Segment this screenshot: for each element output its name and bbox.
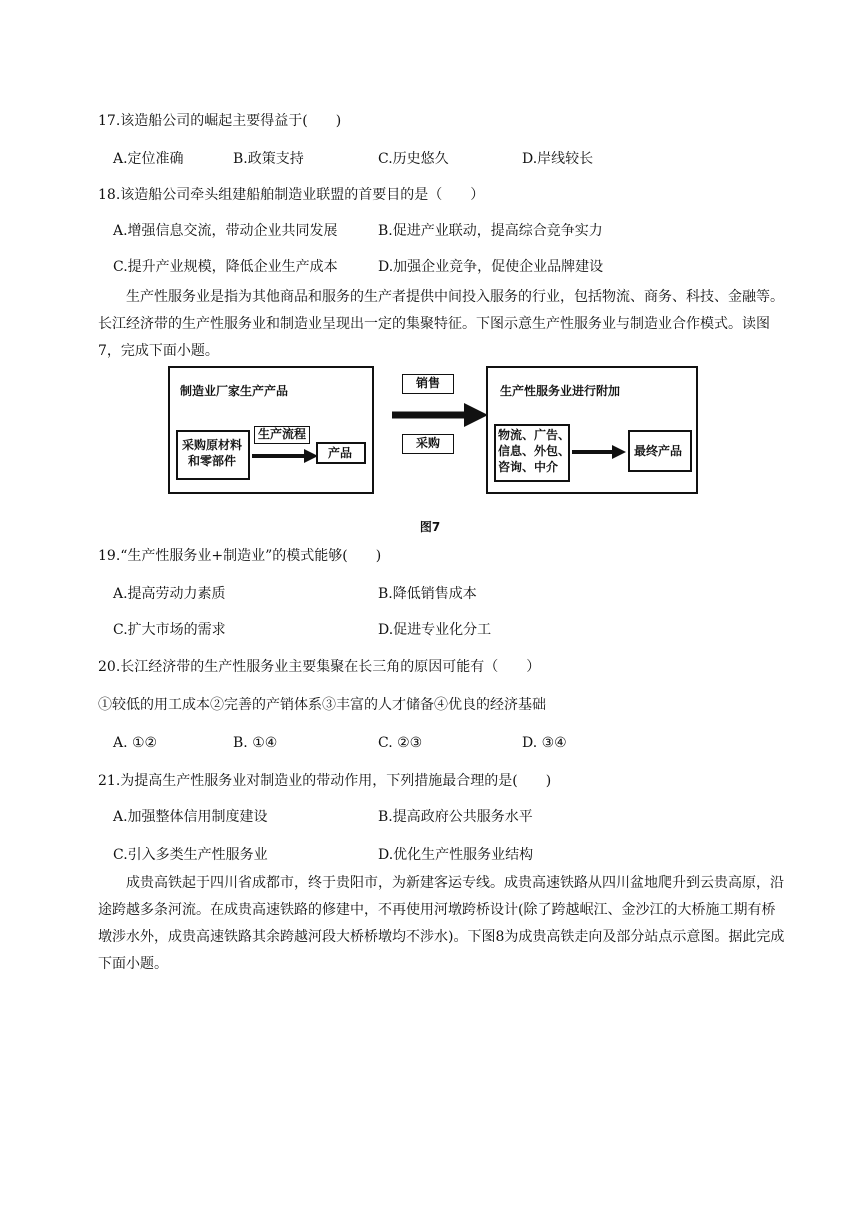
process-arrow-icon [250,448,320,464]
figure-7-caption: 图7 [419,520,441,534]
q17-option-b: B.政策支持 [233,151,304,167]
question-21-stem: 21.为提高生产性服务业对制造业的带动作用，下列措施最合理的是( ) [98,773,552,789]
question-17-stem: 17.该造船公司的崛起主要得益于( ) [98,113,342,129]
final-product-label: 最终产品 [634,444,683,458]
service-types-line-1: 物流、广告、 [498,428,571,442]
q19-option-a: A.提高劳动力素质 [113,586,226,602]
q17-option-c: C.历史悠久 [378,151,449,167]
q17-option-d: D.岸线较长 [522,151,594,167]
q20-statements: ①较低的用工成本②完善的产销体系③丰富的人才储备④优良的经济基础 [98,697,546,713]
q19-option-c: C.扩大市场的需求 [113,622,226,638]
q18-option-b: B.促进产业联动，提高综合竞争实力 [378,223,603,239]
process-label: 生产流程 [258,427,307,441]
q19-option-d: D.促进专业化分工 [378,622,492,638]
q18-option-d: D.加强企业竞争，促使企业品牌建设 [378,259,604,275]
flow-arrow-icon [390,400,490,430]
q21-option-d: D.优化生产性服务业结构 [378,847,534,863]
service-types-line-3: 咨询、中介 [498,460,559,474]
q20-option-c: C. ②③ [378,735,423,751]
q21-option-c: C.引入多类生产性服务业 [113,847,268,863]
q21-option-b: B.提高政府公共服务水平 [378,809,533,825]
q17-option-a: A.定位准确 [113,151,184,167]
passage-producer-services: 生产性服务业是指为其他商品和服务的生产者提供中间投入服务的行业，包括物流、商务、科技、金融等。长江经济带的生产性服务业和制造业呈现出一定的集聚特征。下图示意生产性服务业与制造业合作模式。读图7，完成下面小题。 [98,289,784,359]
raw-materials-line-1: 采购原材料 [182,438,243,452]
q18-option-a: A.增强信息交流，带动企业共同发展 [113,223,338,239]
sell-label: 销售 [416,376,441,390]
final-arrow-icon [570,444,628,460]
question-19-stem: 19.“生产性服务业+制造业”的模式能够( ) [98,548,382,564]
q21-option-a: A.加强整体信用制度建设 [113,809,268,825]
q19-option-b: B.降低销售成本 [378,586,477,602]
question-18-stem: 18.该造船公司牵头组建船舶制造业联盟的首要目的是（ ） [98,187,485,203]
service-types-line-2: 信息、外包、 [498,444,571,458]
raw-materials-line-2: 和零部件 [188,454,237,468]
q20-option-d: D. ③④ [522,735,567,751]
question-20-stem: 20.长江经济带的生产性服务业主要集聚在长三角的原因可能有（ ） [98,659,541,675]
figure-7-diagram [168,362,700,498]
manufacturing-title: 制造业厂家生产产品 [180,384,289,398]
q20-option-a: A. ①② [113,735,158,751]
product-label: 产品 [328,446,353,460]
services-title: 生产性服务业进行附加 [500,384,621,398]
q20-option-b: B. ①④ [233,735,278,751]
passage-chengdu-guiyang-railway: 成贵高铁起于四川省成都市，终于贵阳市，为新建客运专线。成贵高速铁路从四川盆地爬升到云贵高原，沿途跨越多条河流。在成贵高速铁路的修建中，不再使用河墩跨桥设计(除了跨越岷江、金沙江的大桥施工期有桥墩涉水外，成贵高速铁路其余跨越河段大桥桥墩均不涉水)。下图8为成贵高铁走向及部分站点示意图。据此完成下面小题。 [98,875,785,972]
purchase-label: 采购 [416,436,441,450]
q18-option-c: C.提升产业规模，降低企业生产成本 [113,259,338,275]
